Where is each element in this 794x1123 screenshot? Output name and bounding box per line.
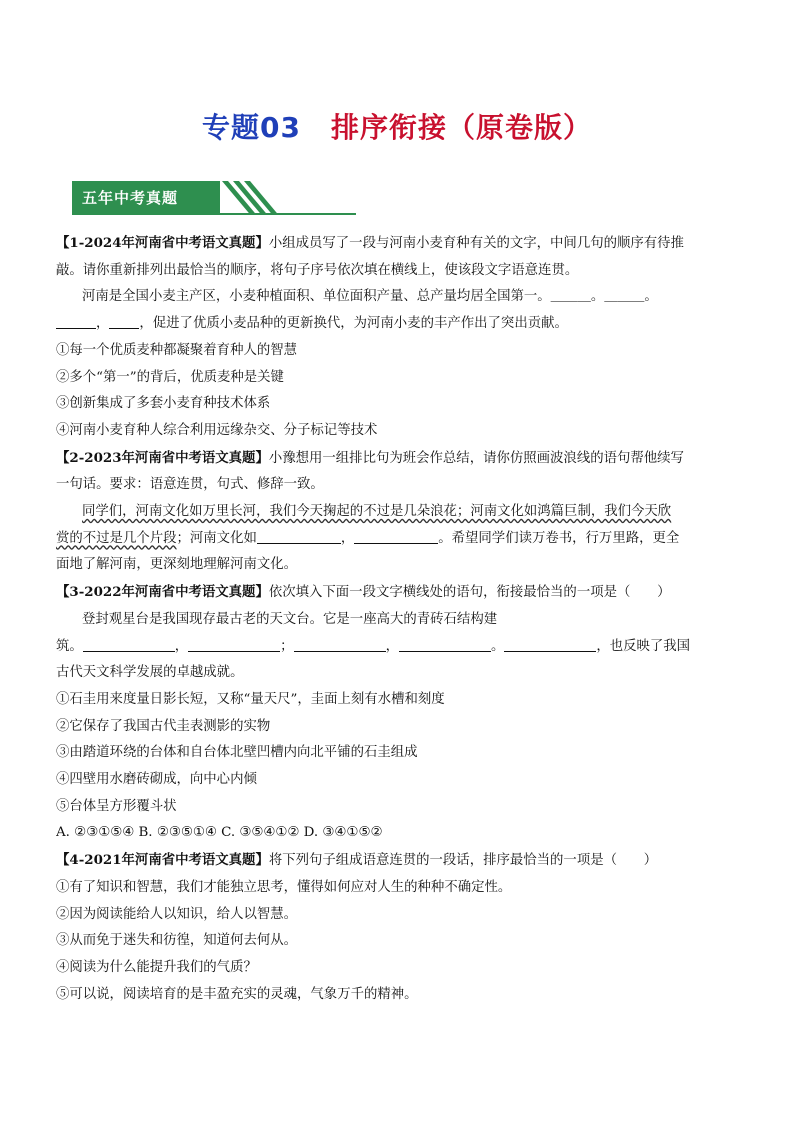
question-2-passage-cont: 赏的不过是几个片段；河南文化如 ， 。希望同学们读万卷书，行万里路，更全 <box>56 530 680 546</box>
question-4-heading: 【4-2021年河南省中考语文真题】 <box>56 852 269 869</box>
answer-blank[interactable] <box>294 637 386 652</box>
section-label: 五年中考真题 <box>82 189 179 207</box>
question-1-passage: 河南是全国小麦主产区，小麦种植面积、单位面积产量、总产量均居全国第一。＿＿＿。＿＿＿。 <box>82 289 658 305</box>
answer-blank[interactable] <box>399 637 491 652</box>
question-2-intro-cont: 一句话。要求：语意连贯，句式、修辞一致。 <box>56 477 324 493</box>
question-3-heading: 【3-2022年河南省中考语文真题】 <box>56 584 269 601</box>
option-item: ④四壁用水磨砖砌成，向中心内倾 <box>56 772 257 788</box>
section-banner <box>72 181 356 215</box>
question-2-heading: 【2-2023年河南省中考语文真题】 <box>56 449 269 466</box>
option-item: ③从而免于迷失和彷徨，知道何去何从。 <box>56 933 298 949</box>
option-item: ⑤台体呈方形覆斗状 <box>56 798 177 814</box>
option-item: ③由踏道环绕的台体和自台体北壁凹槽内向北平铺的石圭组成 <box>56 745 418 761</box>
question-3-intro: 【3-2022年河南省中考语文真题】依次填入下面一段文字横线处的语句，衔接最恰当的一项是（ ） <box>56 584 671 601</box>
option-item: ⑤可以说，阅读培育的是丰盈充实的灵魂，气象万千的精神。 <box>56 986 418 1002</box>
title-topic-name: 排序衔接（原卷版） <box>330 111 592 144</box>
answer-blank[interactable] <box>109 314 139 329</box>
wavy-underlined-text: 赏的不过是几个片段 <box>56 530 177 546</box>
option-item: ①每一个优质麦种都凝聚着育种人的智慧 <box>56 342 298 358</box>
option-item: ④阅读为什么能提升我们的气质？ <box>56 959 257 975</box>
question-3-passage-end: 古代天文科学发展的卓越成就。 <box>56 665 244 681</box>
question-3-passage-cont: 筑。 ， ； ， 。 ，也反映了我国 <box>56 638 691 654</box>
answer-blank[interactable] <box>257 529 341 544</box>
wavy-underlined-text: 同学们，河南文化如万里长河，我们今天掬起的不过是几朵浪花；河南文化如鸿篇巨制，我们今天欣 <box>82 504 672 520</box>
answer-blank[interactable] <box>504 637 596 652</box>
option-item: ①有了知识和智慧，我们才能独立思考，懂得如何应对人生的种种不确定性。 <box>56 879 512 895</box>
answer-blank[interactable] <box>56 314 96 329</box>
option-item: ④河南小麦育种人综合利用远缘杂交、分子标记等技术 <box>56 422 378 438</box>
answer-choices: A. ②③①⑤④ B. ②③⑤①④ C. ③⑤④①② D. ③④①⑤② <box>56 825 383 841</box>
question-1-intro-cont: 敲。请你重新排列出最恰当的顺序，将句子序号依次填在横线上，使该段文字语意连贯。 <box>56 262 579 278</box>
question-3-passage: 登封观星台是我国现存最古老的天文台。它是一座高大的青砖石结构建 <box>82 611 498 627</box>
option-item: ③创新集成了多套小麦育种技术体系 <box>56 396 271 412</box>
question-2-passage-end: 面地了解河南，更深刻地理解河南文化。 <box>56 557 298 573</box>
question-1-heading: 【1-2024年河南省中考语文真题】 <box>56 235 269 251</box>
question-1-passage-cont: ， ，促进了优质小麦品种的更新换代，为河南小麦的丰产作出了突出贡献。 <box>56 311 732 338</box>
question-1-intro: 【1-2024年河南省中考语文真题】小组成员写了一段与河南小麦育种有关的文字，中间几句的顺序有待推 <box>56 235 684 251</box>
answer-blank[interactable] <box>83 637 175 652</box>
answer-blank[interactable] <box>354 529 438 544</box>
question-4-intro: 【4-2021年河南省中考语文真题】将下列句子组成语意连贯的一段话，排序最恰当的一项是（ ） <box>56 852 658 869</box>
page-title <box>0 106 794 146</box>
question-2-intro: 【2-2023年河南省中考语文真题】小豫想用一组排比句为班会作总结，请你仿照画波浪线的语句帮他续写 <box>56 449 684 466</box>
option-item: ①石圭用来度量日影长短，又称“量天尺”，圭面上刻有水槽和刻度 <box>56 691 445 707</box>
question-2-passage <box>56 499 732 526</box>
option-item: ②它保存了我国古代圭表测影的实物 <box>56 718 271 734</box>
option-item: ②因为阅读能给人以知识，给人以智慧。 <box>56 906 298 922</box>
section-underline <box>72 213 356 215</box>
answer-blank[interactable] <box>188 637 280 652</box>
document-body <box>56 230 732 1008</box>
title-topic-number: 专题03 <box>202 111 301 144</box>
option-item: ②多个“第一”的背后，优质麦种是关键 <box>56 369 284 385</box>
